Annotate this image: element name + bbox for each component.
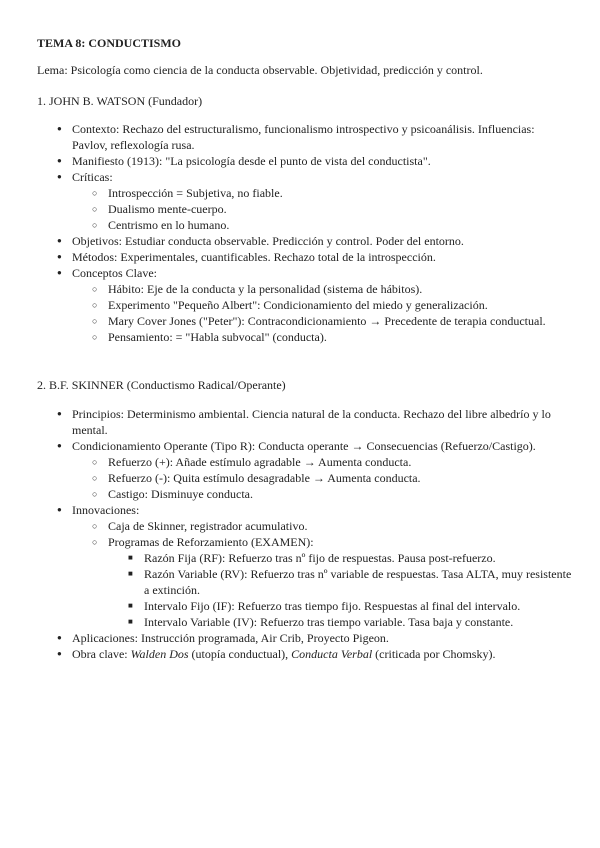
programas-sublist [144, 550, 572, 630]
list-item: ○ Refuerzo (-): Quita estímulo desagradable → Aumenta conducta. [108, 470, 572, 486]
list-item: ○ Mary Cover Jones ("Peter"): Contracondicionamiento → Precedente de terapia conductual. [108, 313, 572, 329]
obra-suffix: (criticada por Chomsky). [372, 647, 496, 661]
watson-list [72, 121, 572, 345]
innovaciones-sublist [108, 518, 572, 630]
list-item: ○ Caja de Skinner, registrador acumulativo. [108, 518, 572, 534]
list-item: ■ Intervalo Variable (IV): Refuerzo tras tiempo variable. Tasa baja y constante. [144, 614, 572, 630]
watson-objetivos: ● Objetivos: Estudiar conducta observable. Predicción y control. Poder del entorno. [72, 233, 572, 249]
obra-prefix: Obra clave: [72, 647, 131, 661]
watson-metodos: ● Métodos: Experimentales, cuantificables. Rechazo total de la introspección. [72, 249, 572, 265]
skinner-condicionamiento [72, 438, 572, 502]
conceptos-sublist [108, 281, 572, 345]
obra-mid: (utopía conductual), [188, 647, 292, 661]
skinner-list [72, 406, 572, 662]
list-item: ○ Refuerzo (+): Añade estímulo agradable → Aumenta conducta. [108, 454, 572, 470]
list-item: ■ Razón Fija (RF): Refuerzo tras nº fijo de respuestas. Pausa post-refuerzo. [144, 550, 572, 566]
list-item: ○ Centrismo en lo humano. [108, 217, 572, 233]
watson-contexto: ● Contexto: Rechazo del estructuralismo, funcionalismo introspectivo y psicoanálisis. Influencias: Pavlov, reflexología rusa. [72, 121, 572, 153]
programas-label: Programas de Reforzamiento (EXAMEN): [108, 535, 314, 549]
criticas-label: Críticas: [72, 170, 113, 184]
watson-heading: 1. JOHN B. WATSON (Fundador) [37, 94, 203, 108]
innovaciones-label: Innovaciones: [72, 503, 140, 517]
list-item: ○ Hábito: Eje de la conducta y la personalidad (sistema de hábitos). [108, 281, 572, 297]
list-item: ○ Introspección = Subjetiva, no fiable. [108, 185, 572, 201]
lema-line: Lema: Psicología como ciencia de la conducta observable. Objetividad, predicción y control. [37, 63, 483, 77]
skinner-heading: 2. B.F. SKINNER (Conductismo Radical/Operante) [37, 378, 286, 392]
watson-manifiesto: ● Manifiesto (1913): "La psicología desde el punto de vista del conductista". [72, 153, 572, 169]
list-item: ■ Razón Variable (RV): Refuerzo tras nº variable de respuestas. Tasa ALTA, muy resistente a extinción. [144, 566, 572, 598]
document-title: TEMA 8: CONDUCTISMO [37, 36, 182, 50]
list-item: ■ Intervalo Fijo (IF): Refuerzo tras tiempo fijo. Respuestas al final del intervalo. [144, 598, 572, 614]
skinner-obra [72, 646, 572, 662]
criticas-sublist [108, 185, 572, 233]
skinner-aplicaciones: ● Aplicaciones: Instrucción programada, Air Crib, Proyecto Pigeon. [72, 630, 572, 646]
condicionamiento-sublist [108, 454, 572, 502]
conceptos-label: Conceptos Clave: [72, 266, 157, 280]
condicionamiento-label: Condicionamiento Operante (Tipo R): Conducta operante → Consecuencias (Refuerzo/Castigo). [72, 439, 536, 453]
skinner-innovaciones [72, 502, 572, 630]
list-item: ○ Dualismo mente-cuerpo. [108, 201, 572, 217]
list-item: ○ Experimento "Pequeño Albert": Condicionamiento del miedo y generalización. [108, 297, 572, 313]
list-item: ○ Castigo: Disminuye conducta. [108, 486, 572, 502]
watson-conceptos [72, 265, 572, 345]
skinner-principios: ● Principios: Determinismo ambiental. Ciencia natural de la conducta. Rechazo del libre albedrío y lo mental. [72, 406, 572, 438]
obra-walden: Walden Dos [130, 647, 189, 661]
watson-criticas [72, 169, 572, 233]
programas-item [108, 534, 572, 630]
list-item: ○ Pensamiento: = "Habla subvocal" (conducta). [108, 329, 572, 345]
obra-conducta-verbal: Conducta Verbal [291, 647, 373, 661]
